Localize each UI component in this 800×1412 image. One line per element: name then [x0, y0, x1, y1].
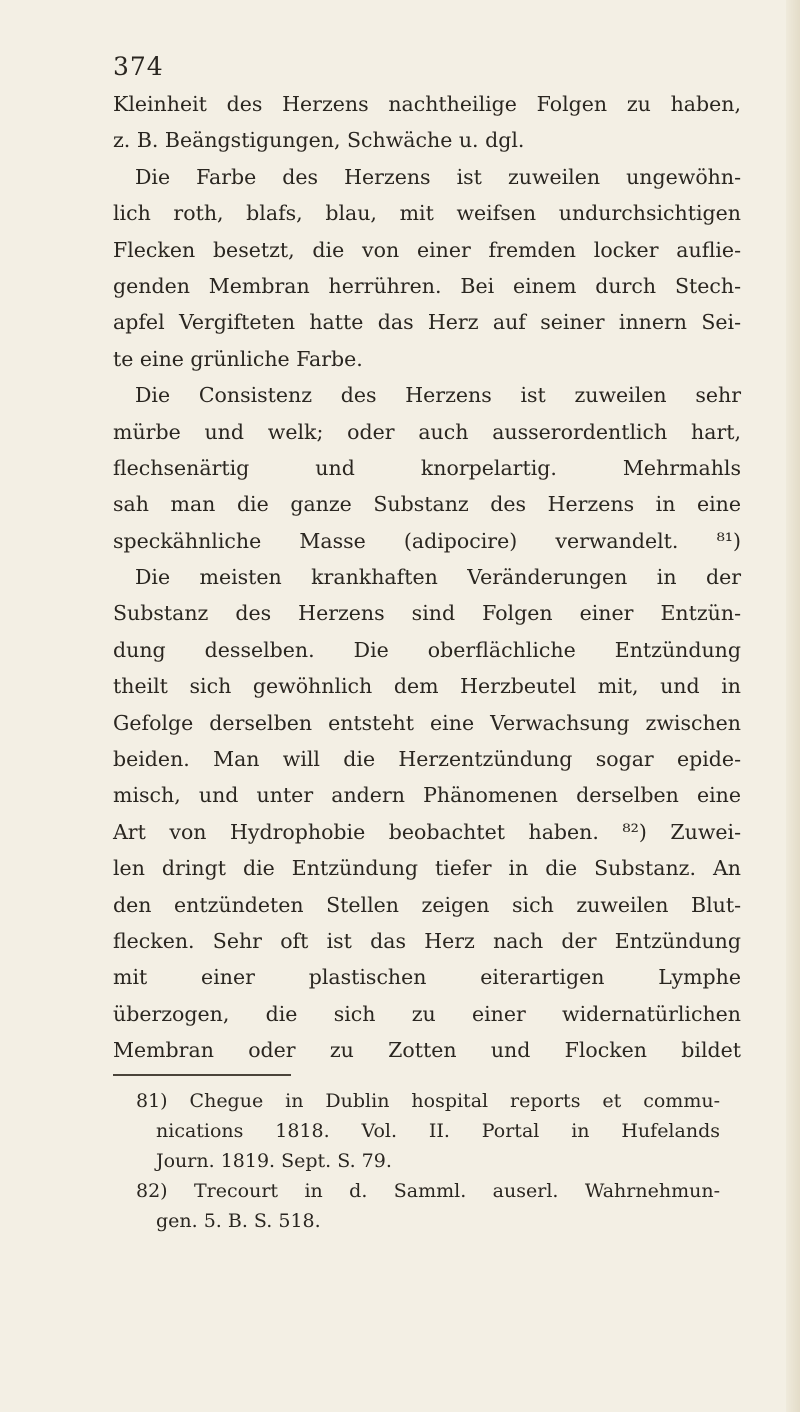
- text-line: z. B. Beängstigungen, Schwäche u. dgl.: [113, 128, 525, 153]
- text-line: Membran oder zu Zotten und Flocken bildet: [113, 1038, 741, 1063]
- page-edge: [786, 0, 800, 1412]
- footnote-divider: [113, 1074, 291, 1076]
- text-line: beiden. Man will die Herzentzündung sogar epide-: [113, 747, 741, 772]
- text-line: überzogen, die sich zu einer widernatürlichen: [113, 1001, 741, 1026]
- body-text: [113, 86, 741, 1069]
- text-line: apfel Vergifteten hatte das Herz auf seiner innern Sei-: [113, 310, 741, 335]
- footnote-line: 81) Chegue in Dublin hospital reports et commu-: [136, 1090, 720, 1112]
- text-line: te eine grünliche Farbe.: [113, 346, 363, 371]
- text-line: mürbe und welk; oder auch ausserordentlich hart,: [113, 419, 741, 444]
- footnote-line: nications 1818. Vol. II. Portal in Hufelands: [156, 1120, 720, 1142]
- text-line: Gefolge derselben entsteht eine Verwachsung zwischen: [113, 710, 741, 735]
- footnote-line: 82) Trecourt in d. Samml. auserl. Wahrnehmun-: [136, 1180, 720, 1202]
- text-line: flechsenärtig und knorpelartig. Mehrmahls: [113, 455, 741, 480]
- text-line: Die Consistenz des Herzens ist zuweilen sehr: [135, 383, 741, 408]
- text-line: Art von Hydrophobie beobachtet haben. ⁸²) Zuwei-: [113, 819, 741, 844]
- text-line: misch, und unter andern Phänomenen derselben eine: [113, 783, 741, 808]
- text-line: den entzündeten Stellen zeigen sich zuweilen Blut-: [113, 892, 741, 917]
- text-line: theilt sich gewöhnlich dem Herzbeutel mit, und in: [113, 674, 741, 699]
- text-line: sah man die ganze Substanz des Herzens in eine: [113, 492, 741, 517]
- text-line: lich roth, blafs, blau, mit weifsen undurchsichtigen: [113, 201, 741, 226]
- text-line: dung desselben. Die oberflächliche Entzündung: [113, 637, 741, 662]
- footnotes: [136, 1086, 720, 1236]
- text-line: Substanz des Herzens sind Folgen einer Entzün-: [113, 601, 741, 626]
- text-line: Die meisten krankhaften Veränderungen in der: [135, 565, 741, 590]
- text-line: Die Farbe des Herzens ist zuweilen ungewöhn-: [135, 164, 741, 189]
- footnote-line: gen. 5. B. S. 518.: [156, 1210, 321, 1232]
- text-line: flecken. Sehr oft ist das Herz nach der Entzündung: [113, 928, 741, 953]
- page-number: 374: [113, 52, 164, 81]
- text-line: speckähnliche Masse (adipocire) verwandelt. ⁸¹): [113, 528, 741, 553]
- text-line: len dringt die Entzündung tiefer in die Substanz. An: [113, 856, 741, 881]
- text-line: genden Membran herrühren. Bei einem durch Stech-: [113, 273, 741, 298]
- text-line: Kleinheit des Herzens nachtheilige Folgen zu haben,: [113, 92, 741, 116]
- text-line: mit einer plastischen eiterartigen Lymphe: [113, 965, 741, 990]
- footnote-line: Journ. 1819. Sept. S. 79.: [156, 1150, 392, 1172]
- text-line: Flecken besetzt, die von einer fremden locker auflie-: [113, 237, 741, 262]
